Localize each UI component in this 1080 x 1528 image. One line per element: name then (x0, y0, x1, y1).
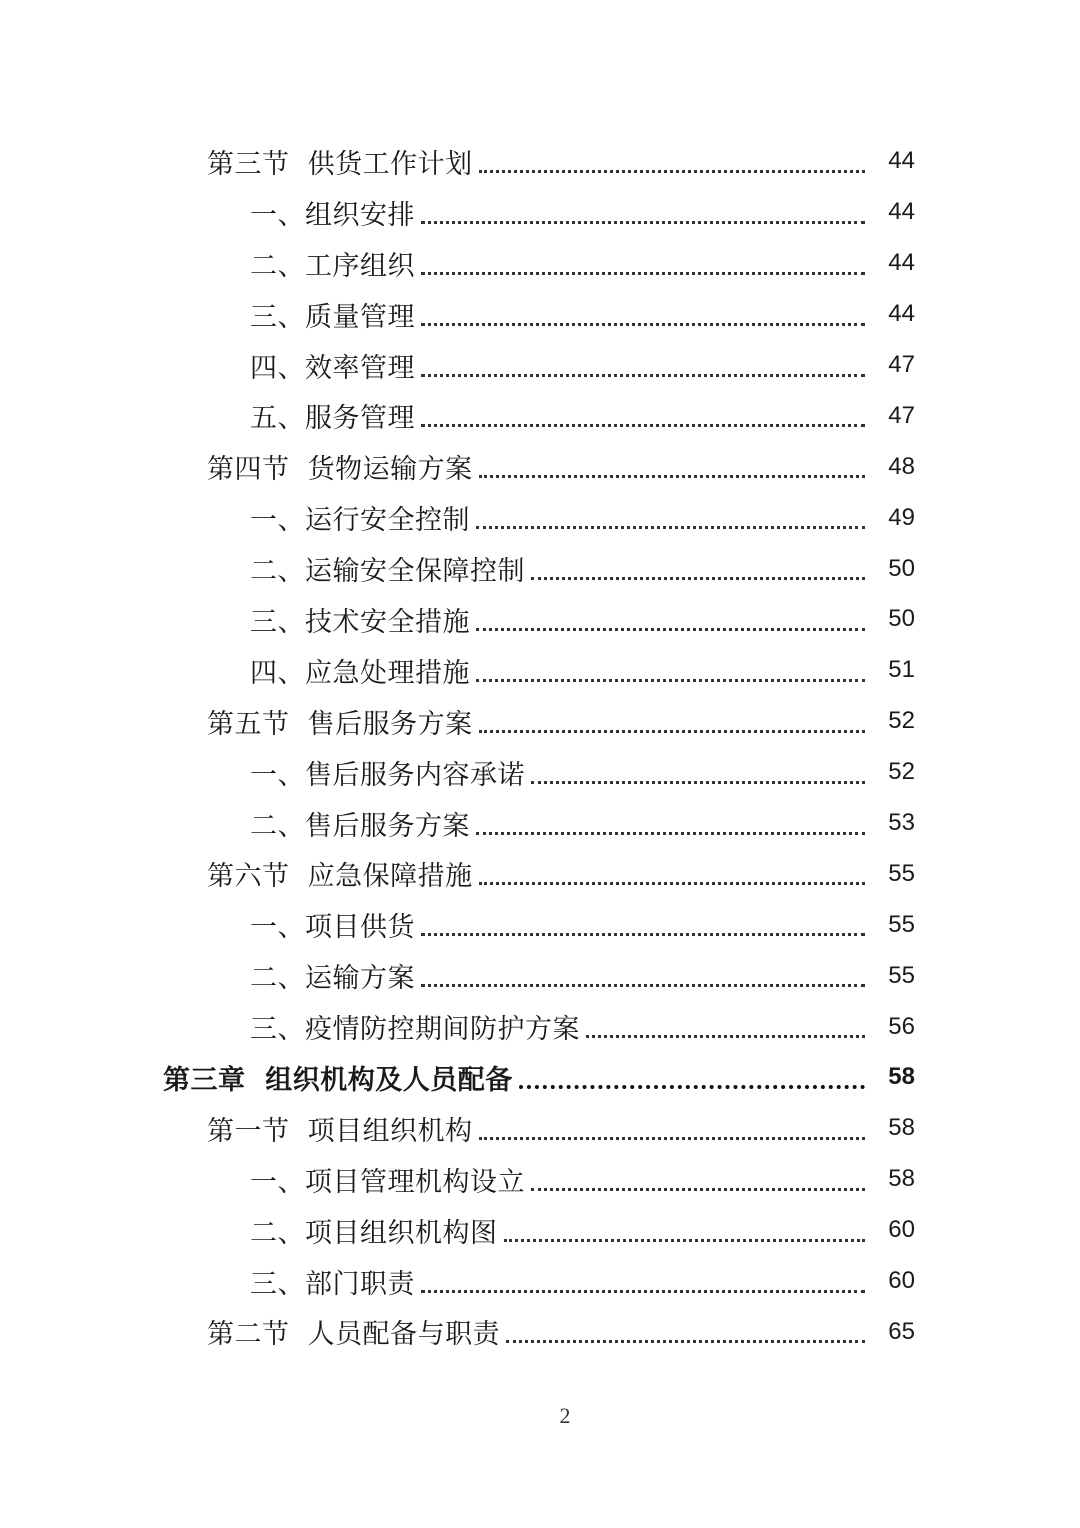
toc-entry-title: 三、部门职责 (250, 1268, 415, 1300)
toc-dot-leader (479, 170, 865, 173)
toc-entry-page: 47 (888, 351, 915, 378)
toc-entry-page: 44 (888, 300, 915, 328)
toc-entry[interactable] (0, 950, 1080, 1001)
toc-entry-title: 二、项目组织机构图 (250, 1217, 498, 1249)
toc-chapter-title: 第三章 组织机构及人员配备 (163, 1064, 513, 1096)
toc-entry[interactable] (0, 492, 1080, 543)
toc-entry-title: 二、售后服务方案 (250, 810, 470, 842)
toc-entry[interactable] (0, 848, 1080, 899)
toc-entry[interactable] (0, 238, 1080, 289)
toc-dot-leader (421, 272, 865, 275)
toc-entry[interactable] (0, 187, 1080, 238)
toc-entry[interactable] (0, 1154, 1080, 1205)
toc-entry-page: 58 (888, 1165, 915, 1193)
toc-entry-title: 三、技术安全措施 (250, 606, 470, 638)
toc-dot-leader (479, 1137, 865, 1140)
toc-dot-leader (504, 1239, 866, 1242)
toc-entry-title: 第四节 货物运输方案 (207, 454, 473, 486)
toc-entry-page: 58 (888, 1114, 915, 1142)
toc-entry-title: 一、运行安全控制 (250, 505, 470, 537)
toc-dot-leader (479, 730, 865, 733)
toc-dot-leader (506, 1340, 865, 1343)
toc-entry[interactable] (0, 645, 1080, 696)
toc-entry-page: 60 (888, 1267, 915, 1295)
toc-entry-page: 65 (888, 1317, 915, 1345)
toc-entry-title: 第一节 项目组织机构 (207, 1115, 473, 1147)
toc-entry[interactable] (0, 1256, 1080, 1307)
toc-dot-leader (519, 1085, 865, 1089)
toc-entry[interactable] (0, 390, 1080, 441)
toc-entry-title: 第六节 应急保障措施 (207, 861, 473, 893)
toc-dot-leader (421, 323, 865, 326)
toc-entry[interactable] (0, 543, 1080, 594)
toc-entry-title: 一、项目供货 (250, 912, 415, 944)
toc-dot-leader (421, 374, 865, 377)
toc-entry-page: 47 (888, 401, 915, 429)
toc-entry-title: 五、服务管理 (250, 403, 415, 435)
toc-entry-title: 二、运输安全保障控制 (250, 556, 525, 588)
toc-entry-page: 51 (888, 656, 915, 684)
toc-entry-page: 52 (888, 707, 915, 735)
toc-entry-title: 二、运输方案 (250, 963, 415, 995)
toc-entry[interactable] (0, 1306, 1080, 1357)
toc-entry[interactable] (0, 798, 1080, 849)
toc-entry-title: 一、项目管理机构设立 (250, 1166, 525, 1198)
toc-entry-title: 一、组织安排 (250, 199, 415, 231)
table-of-contents (0, 136, 1080, 1357)
toc-entry[interactable] (0, 441, 1080, 492)
toc-entry[interactable] (0, 899, 1080, 950)
toc-dot-leader (531, 1188, 865, 1191)
toc-chapter-page: 58 (888, 1063, 915, 1091)
toc-entry-title: 三、质量管理 (250, 301, 415, 333)
toc-entry-title: 一、售后服务内容承诺 (250, 759, 525, 791)
toc-dot-leader (421, 984, 865, 987)
toc-dot-leader (476, 628, 865, 631)
toc-dot-leader (421, 1290, 865, 1293)
toc-dot-leader (479, 475, 865, 478)
toc-entry-page: 48 (888, 452, 915, 480)
toc-entry-page: 44 (888, 249, 915, 277)
toc-dot-leader (421, 424, 865, 427)
toc-entry[interactable] (0, 1001, 1080, 1052)
toc-entry[interactable] (0, 340, 1080, 391)
toc-chapter-entry[interactable] (0, 1052, 1080, 1103)
toc-dot-leader (531, 781, 865, 784)
toc-dot-leader (421, 933, 865, 936)
toc-entry[interactable] (0, 696, 1080, 747)
toc-entry[interactable] (0, 136, 1080, 187)
toc-dot-leader (476, 526, 865, 529)
toc-entry-page: 44 (888, 198, 915, 226)
toc-entry-page: 50 (888, 605, 915, 633)
toc-entry-page: 44 (888, 147, 915, 175)
toc-entry-page: 60 (888, 1216, 915, 1244)
toc-entry[interactable] (0, 594, 1080, 645)
toc-entry-page: 55 (888, 859, 915, 887)
toc-dot-leader (586, 1035, 865, 1038)
toc-entry-title: 二、工序组织 (250, 250, 415, 282)
toc-entry[interactable] (0, 1205, 1080, 1256)
toc-entry-page: 49 (888, 503, 915, 531)
toc-dot-leader (476, 679, 865, 682)
toc-entry-title: 第二节 人员配备与职责 (207, 1319, 501, 1351)
toc-entry[interactable] (0, 747, 1080, 798)
toc-entry-title: 四、应急处理措施 (250, 657, 470, 689)
toc-entry-page: 55 (888, 910, 915, 938)
toc-entry-page: 56 (888, 1012, 915, 1040)
toc-dot-leader (476, 832, 865, 835)
toc-entry-title: 第五节 售后服务方案 (207, 708, 473, 740)
toc-entry-page: 52 (888, 758, 915, 786)
toc-entry[interactable] (0, 289, 1080, 340)
toc-dot-leader (421, 221, 865, 224)
toc-entry[interactable] (0, 1103, 1080, 1154)
toc-entry-page: 55 (888, 961, 915, 989)
toc-entry-page: 50 (888, 554, 915, 582)
toc-dot-leader (531, 577, 865, 580)
toc-entry-title: 第三节 供货工作计划 (207, 148, 473, 180)
toc-entry-page: 53 (888, 809, 915, 837)
page-number: 2 (559, 1403, 571, 1428)
toc-entry-title: 四、效率管理 (250, 352, 415, 384)
toc-entry-title: 三、疫情防控期间防护方案 (250, 1014, 580, 1046)
toc-dot-leader (479, 882, 865, 885)
